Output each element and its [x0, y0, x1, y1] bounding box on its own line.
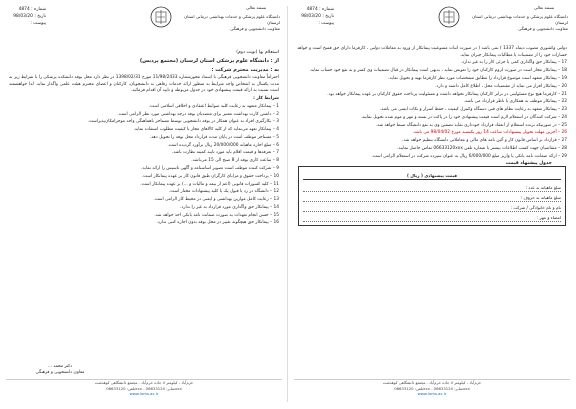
- condition-item: 23 – پیمانکار متعهد به رعایت نظام های فنی دستگاه وکنترل کیفیت ، حفظ اسرار و نکات ایمنی می باشد.: [379, 107, 567, 113]
- tender-note: استعلام بها (نوبت دوم): [236, 50, 279, 55]
- price-table-header: قیمت پیشنهادی ( ریال ): [303, 173, 561, 180]
- condition-item: 21 – کارفرما هیچ نوع مسئولیتی در برابر کارکنان پیمانکار نخواهد داشت و مسئولیت پرداخت حقوق کارکنان بر عهده پیمانکار خواهد بود.: [327, 91, 567, 97]
- letter-header: [6, 4, 282, 54]
- letter-meta: [296, 6, 334, 27]
- letter-date: تاریخ : 98/03/20: [13, 14, 46, 19]
- letter-footer: [6, 379, 282, 402]
- condition-item: 9 – شرکت کننده موظف است تصویر اساسنامه و آگهی تاسیس را ارائه نماید.: [141, 166, 279, 171]
- letter-number: شماره : 4874: [306, 7, 334, 12]
- university-logo-icon: [150, 6, 172, 28]
- footer-website: www.lums.ac.ir: [129, 391, 159, 396]
- footer-phone: تلفن: 06633120xxx - نمابر: 06633120xxx: [394, 385, 470, 391]
- letter-meta: [8, 6, 46, 27]
- footer-phone: تلفن: 06633120xxx - نمابر: 06633120xxx: [106, 385, 182, 391]
- bidder-name-field[interactable]: نام و نام خانوادگی / شرکت :: [303, 205, 561, 212]
- basmala: بسمه تعالی: [246, 5, 267, 10]
- letter-from: از : دانشگاه علوم پزشکی استان لرستان (مجتمع پردیس): [139, 58, 279, 64]
- condition-item: 27 – قرارداد بر اساس قانون کار و آئین نامه های مالی و معاملاتی دانشگاه تنظیم خواهد شد.: [402, 138, 567, 144]
- letter-attachment: پیوست :: [318, 21, 334, 26]
- letter-date: تاریخ : 98/03/20: [301, 14, 334, 19]
- condition-item: 13 – رعایت کامل موازین بهداشتی و ایمنی در محیط کار الزامی است.: [153, 197, 279, 203]
- condition-item: 22 – پیمانکار موظف به همکاری با ناظر قرارداد می باشد.: [463, 99, 567, 105]
- letter-footer: [294, 379, 570, 402]
- letter-body: [294, 46, 570, 160]
- letter-intro: احتراماً معاونت دانشجویی فرهنگی با استناد مجوزشماره 11/98/2433 مورخ 1398/02/31 در نظر دارد محل بوفه دانشکده پزشکی را با شرایط زیر به مدت یکسال به اشخاص واجد شرایط به منظور ارائه خدمات رفاهی به دانشجویان، کارکنان و اعضای محترم هیئت علمی واگذار نماید. لذا خواهشمند است نسبت به ارائه قیمت پیشنهادی خود در جدول مربوطه و تایید آن اقدام فرمائید.: [9, 75, 279, 94]
- signature-block: [20, 364, 100, 376]
- condition-item: 6 – مبلغ اجاره ماهیانه 20/000/000 ریال برآورد گردیده است.: [167, 142, 279, 148]
- condition-item: 10 – پرداخت حقوق و مزایای کارگران طبق قانون کار بر عهده پیمانکار است.: [141, 173, 279, 179]
- condition-item: 25 – در صورتیکه برنده استعلام از انعقاد قرارداد خودداری نماید تضمین وی به نفع دانشگاه ضبط خواهد شد.: [375, 122, 567, 128]
- condition-item: 20 – پیمانکار اقرار می نماید از مقتضیات محل ، اطلاع کامل داشته و دارد.: [435, 83, 567, 89]
- page-divider: [287, 6, 288, 402]
- condition-item: 12 – دانشگاه در رد یا قبول یک یا کلیه پیشنهادات مختار است.: [168, 189, 279, 195]
- letter-body: [6, 75, 282, 227]
- condition-item: دولتی وکشوری مصوب دیماه 1337 ) نمی باشد ( در صورت اثبات ممنوعیت پیمانکار از ورود به معاملات دولتی ، کارفرما دارای حق فسخ است و خواهد خسارات خود را از تضمینات یا مطالبات پیمانکار جبران نماید.: [297, 46, 567, 58]
- letter-header: [294, 4, 570, 54]
- letter-attachment: پیوست :: [30, 21, 46, 26]
- conditions-list: [297, 46, 567, 160]
- org-line-2: معاونت دانشجویی و فرهنگی: [230, 26, 280, 31]
- condition-item: 4 – پیمانکار تعهد می‌نماید که از کلیه کالاهای مجاز با کیفیت مطلوب استفاده نماید.: [133, 127, 279, 133]
- conditions-title: شرایط کار :: [253, 95, 279, 101]
- university-logo-icon: [438, 6, 460, 28]
- signatory-title: معاون دانشجویی و فرهنگی: [35, 370, 85, 375]
- condition-item: 29 – ارائه ضمانت نامه بانکی یا واریز مبلغ 6/000/000 ریال به عنوان سپرده شرکت در استعلام الزامی است.: [371, 153, 567, 159]
- condition-item: 17 – پیمانکار حق واگذاری کمی یا جزئی کار را به غیر ندارد.: [460, 60, 567, 66]
- price-offer-table: [298, 161, 566, 226]
- organization-name: [180, 14, 280, 32]
- condition-item: 15 – حسن انجام تعهدات به صورت ضمانت نامه بانکی اخذ خواهد شد.: [154, 212, 279, 218]
- condition-item: 3 – بکارگیری افراد به عنوان همکار در بوفه دانشجویی توسط مستاجر باهماهنگی واحد موجرامکان‌پذیراست.: [87, 119, 279, 125]
- condition-item: 26 – آخرین مهلت تحویل پیشنهادات ساعت 14 روز یکشنبه مورخ 98/04/02 می باشد.: [412, 130, 567, 136]
- footer-website: www.lums.ac.ir: [417, 391, 447, 396]
- basmala: بسمه تعالی: [534, 5, 555, 10]
- condition-item: 11 – کلیه کسورات قانونی (اعم از بیمه و مالیات و ...) بر عهده پیمانکار است.: [140, 181, 279, 187]
- price-words-field[interactable]: مبلغ ماهیانه به حروف :: [303, 195, 561, 202]
- price-table-title: جدول پیشنهاد قیمت: [503, 161, 555, 166]
- letter-number: شماره : 4874: [18, 7, 46, 12]
- footer-address: خرم‌آباد - کیلومتر 4 جاده خرم‌آباد - مجتمع دانشگاهی کوهدشت: [94, 380, 194, 385]
- letter-page-2: [294, 4, 570, 402]
- org-line-2: معاونت دانشجویی و فرهنگی: [518, 26, 568, 31]
- condition-item: 2 – داشتن کارت بهداشت معتبر برای متصدیان بوفه درجه بهداشتی مورد نظر الزامی است.: [117, 111, 279, 117]
- price-number-field[interactable]: مبلغ ماهیانه به عدد :: [303, 185, 561, 192]
- footer-address: خرم‌آباد - کیلومتر 4 جاده خرم‌آباد - مجتمع دانشگاهی کوهدشت: [382, 380, 482, 385]
- condition-item: 5 – مستاجر موظف است در پایان مدت قرارداد محل بوفه را تحویل دهد.: [149, 134, 279, 140]
- letter-page-1: [6, 4, 282, 402]
- condition-item: 14 – پیمانکار حق واگذاری مورد قرارداد به غیر را ندارد.: [180, 204, 279, 210]
- condition-item: 18 – پیمانکار مجاز است در صورت لزوم کارکنان خود را تعویض نماید ، بدیهی است پیمانکار در قبال تضمینات وی کسر و به نفع خود حساب نماید.: [309, 68, 567, 74]
- signature-field[interactable]: امضاء و مهر :: [303, 215, 561, 222]
- organization-name: [468, 14, 568, 32]
- condition-item: 16 – پیمانکار حق هیچگونه تغییر در محل بوفه بدون اجازه کتبی ندارد.: [156, 220, 279, 226]
- condition-item: 1 – پیمانکار متعهد به رعایت کلیه ضوابط اعتقادی و اخلاقی اسلامی است.: [148, 103, 279, 109]
- condition-item: 8 – ساعت کاری بوفه از 8 صبح الی 15 می‌باشد.: [191, 158, 279, 164]
- org-line-1: دانشگاه علوم پزشکی و خدمات بهداشتی درمانی استان لرستان: [472, 14, 568, 25]
- signatory-name: دکتر محمد ...: [47, 364, 73, 369]
- condition-item: 28 – متقاضیان جهت کسب اطلاعات بیشتر با شماره تلفن 06633120xxx تماس حاصل نمایند.: [397, 145, 567, 151]
- condition-item: 19 – پیمانکار متعهد است موضوع قرارداد را مطابق مشخصات مورد نظر کارفرما تهیه و تحویل نماید.: [388, 75, 567, 81]
- condition-item: 24 – شرکت کنندگان در استعلام لازم است قیمت پیشنهادی خود را در پاکت در بسته و مهر و موم شده تحویل نمایند.: [360, 114, 567, 120]
- letter-to: به : مدیریت محترم شرکت :: [211, 67, 279, 73]
- org-line-1: دانشگاه علوم پزشکی و خدمات بهداشتی درمانی استان لرستان: [184, 14, 280, 25]
- conditions-list: [9, 104, 279, 227]
- condition-item: 7 – تعرفه‌ها و قیمت اقلام باید مورد تایید کمیته نظارت باشد.: [171, 150, 279, 156]
